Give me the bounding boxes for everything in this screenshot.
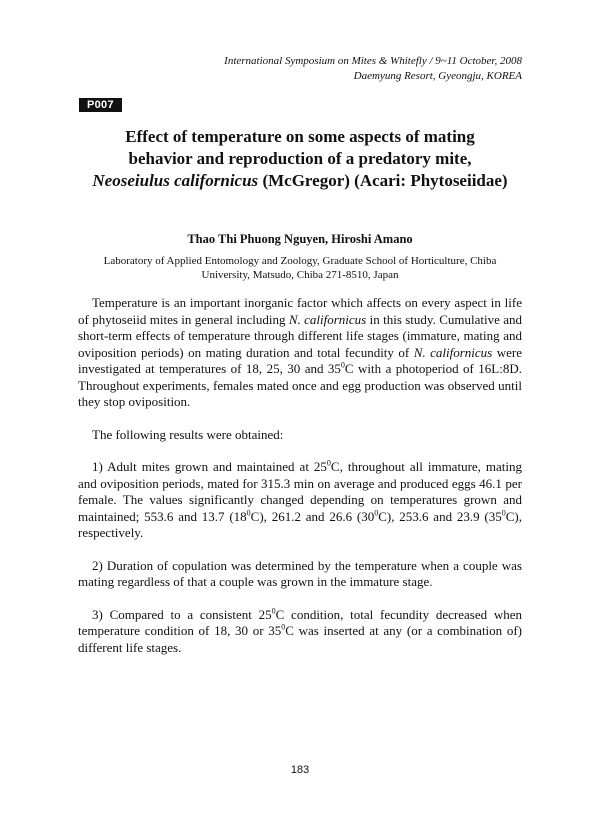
conference-header	[224, 54, 522, 84]
text-run: in this study. Cumulative and short-term effects of temperature through different life stages (immature, mating and oviposition periods) on mating duration and total fecundity of	[78, 311, 522, 360]
species-name: N. californicus	[288, 311, 367, 327]
text-run: Temperature is an important inorganic factor which affects on every aspect in life of phytoseiid mites in general including	[78, 295, 522, 327]
title-line-3	[70, 170, 530, 192]
species-name: N. californicus	[413, 344, 493, 360]
conference-name: International Symposium on Mites & Whitefly / 9~11 October, 2008	[224, 55, 522, 67]
text-run: C), respectively.	[78, 508, 522, 540]
title-species: Neoseiulus californicus	[92, 171, 259, 190]
result-1	[78, 459, 522, 542]
text-run: C with a photoperiod of 16L:8D. Throughout experiments, females mated once and egg production was observed until they stop oviposition.	[78, 361, 522, 409]
abstract-body	[78, 295, 522, 672]
superscript: 0	[326, 458, 331, 468]
title-line-3-rest: (McGregor) (Acari: Phytoseiidae)	[258, 171, 508, 190]
superscript: 0	[246, 508, 251, 518]
title-line-1: Effect of temperature on some aspects of mating	[125, 127, 475, 146]
superscript: 0	[281, 622, 286, 632]
affiliation	[90, 254, 510, 282]
paper-title	[70, 126, 530, 192]
text-run: C condition, total fecundity decreased when temperature condition of 18, 30 or 35	[78, 606, 523, 638]
affiliation-line-2: University, Matsudo, Chiba 271-8510, Japan	[201, 269, 399, 281]
authors: Thao Thi Phuong Nguyen, Hiroshi Amano	[187, 232, 413, 246]
page-number: 183	[290, 764, 310, 776]
result-2: 2) Duration of copulation was determined by the temperature when a couple was mating regardless of that a couple was grown in the immature stage.	[78, 557, 522, 589]
superscript: 0	[271, 606, 276, 616]
title-line-2: behavior and reproduction of a predatory mite,	[128, 149, 472, 168]
conference-venue: Daemyung Resort, Gyeongju, KOREA	[353, 70, 522, 82]
abstract-paragraph-1	[78, 295, 522, 411]
text-run: 1) Adult mites grown and maintained at 25	[92, 459, 327, 474]
superscript: 0	[374, 508, 379, 518]
superscript: 0	[501, 508, 506, 518]
text-run: were investigated at temperatures of 18, 25, 30 and 35	[78, 344, 522, 376]
result-3	[78, 607, 522, 657]
affiliation-line-1: Laboratory of Applied Entomology and Zoology, Graduate School of Horticulture, Chiba	[103, 255, 497, 267]
superscript: 0	[340, 360, 345, 370]
text-run: C), 261.2 and 26.6 (30	[250, 508, 375, 524]
abstract-paragraph-2: The following results were obtained:	[92, 426, 284, 442]
poster-code-badge: P007	[79, 98, 122, 112]
text-run: 3) Compared to a consistent 25	[92, 606, 272, 622]
text-run: C, throughout all immature, mating and oviposition periods, mated for 315.3 min on average and produced eggs 46.1 per female. The values significantly changed depending on temperatures grown and maintained; 553.6 and 13.7 (18	[78, 459, 523, 524]
text-run: C was inserted at any (or a combination of) different life stages.	[78, 623, 523, 655]
text-run: C), 253.6 and 23.9 (35	[378, 508, 502, 524]
